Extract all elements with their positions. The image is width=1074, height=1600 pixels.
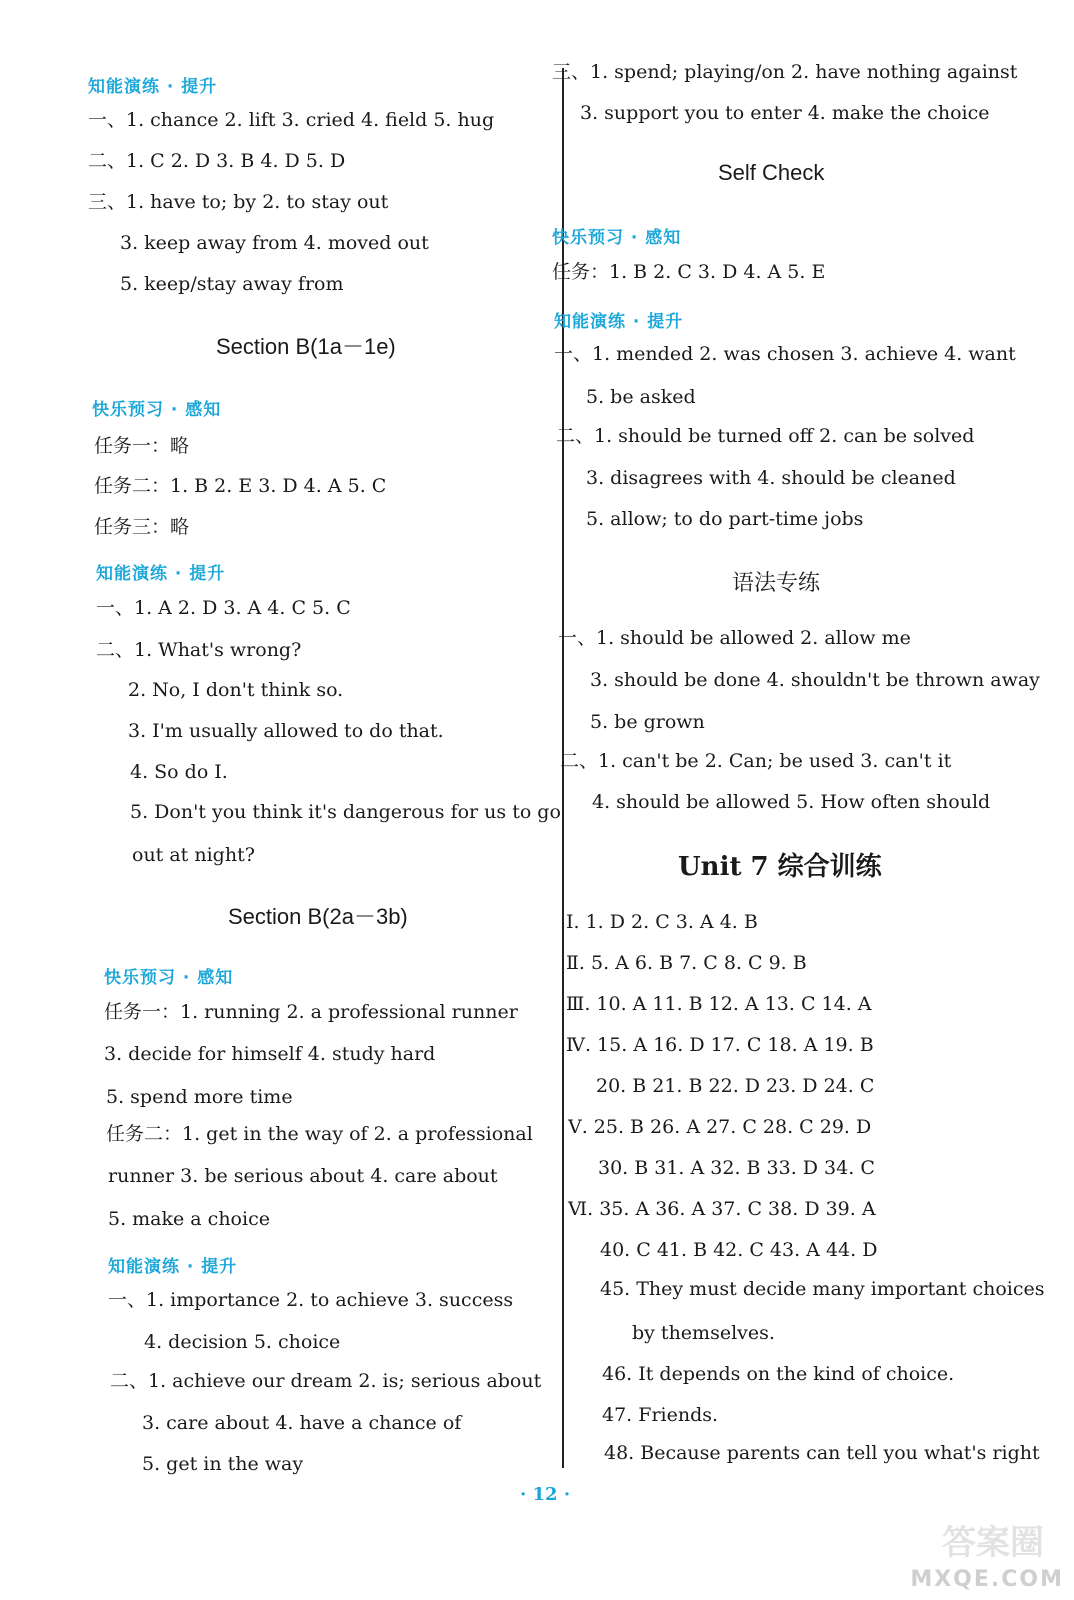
answer-line: 40. C 41. B 42. C 43. A 44. D (600, 1239, 878, 1261)
answer-line: 3. disagrees with 4. should be cleaned (586, 467, 956, 489)
section-heading: 语法专练 (732, 571, 821, 596)
answer-line: out at night? (132, 844, 255, 866)
answer-line: 45. They must decide many important choices (600, 1278, 1045, 1300)
answer-line: by themselves. (632, 1322, 775, 1344)
subheading: 知能演练 · 提升 (96, 564, 226, 584)
answer-line: 任务一：1. running 2. a professional runner (104, 1001, 518, 1023)
answer-line: 5. Don't you think it's dangerous for us to go (130, 801, 561, 823)
answer-line: 一、1. mended 2. was chosen 3. achieve 4. want (554, 343, 1016, 365)
answer-line: 4. decision 5. choice (144, 1331, 341, 1353)
answer-line: 任务三：略 (94, 516, 190, 538)
answer-line: 二、1. C 2. D 3. B 4. D 5. D (88, 150, 346, 172)
subheading: 知能演练 · 提升 (554, 312, 684, 332)
answer-line: 48. Because parents can tell you what's right (604, 1442, 1040, 1464)
answer-line: 任务一：略 (94, 435, 190, 457)
section-heading: Self Check (718, 160, 825, 185)
answer-line: 5. make a choice (108, 1208, 270, 1230)
answer-line: 3. I'm usually allowed to do that. (128, 720, 444, 742)
subheading: 知能演练 · 提升 (88, 77, 218, 97)
page-number: · 12 · (520, 1484, 571, 1505)
answer-line: 二、1. achieve our dream 2. is; serious about (110, 1370, 542, 1392)
answer-line: 任务二：1. get in the way of 2. a professional (106, 1123, 533, 1145)
answer-line: 三、1. have to; by 2. to stay out (88, 191, 389, 213)
answer-line: 二、1. What's wrong? (96, 639, 302, 661)
answer-line: 3. decide for himself 4. study hard (104, 1043, 436, 1065)
answer-line: Ⅰ. 1. D 2. C 3. A 4. B (566, 911, 758, 933)
answer-line: Ⅴ. 25. B 26. A 27. C 28. C 29. D (568, 1116, 872, 1138)
answer-line: 二、1. should be turned off 2. can be solved (556, 425, 975, 447)
answer-line: 5. be asked (586, 386, 696, 408)
unit-title: Unit 7 综合训练 (678, 852, 882, 882)
watermark: MXQE.COM (910, 1567, 1064, 1592)
answer-line: 4. should be allowed 5. How often should (592, 791, 991, 813)
subheading: 快乐预习 · 感知 (92, 400, 222, 420)
answer-line: 5. be grown (590, 711, 705, 733)
answer-line: 任务：1. B 2. C 3. D 4. A 5. E (552, 261, 826, 283)
answer-line: Ⅲ. 10. A 11. B 12. A 13. C 14. A (566, 993, 872, 1015)
answer-line: 5. keep/stay away from (120, 273, 344, 295)
answer-line: 一、1. A 2. D 3. A 4. C 5. C (96, 597, 351, 619)
answer-line: 2. No, I don't think so. (128, 679, 344, 701)
answer-line: 5. allow; to do part-time jobs (586, 508, 864, 530)
answer-line: 3. care about 4. have a chance of (142, 1412, 462, 1434)
answer-line: 二、1. can't be 2. Can; be used 3. can't it (560, 750, 952, 772)
answer-line: 三、1. spend; playing/on 2. have nothing against (552, 61, 1018, 83)
answer-line: Ⅱ. 5. A 6. B 7. C 8. C 9. B (566, 952, 807, 974)
answer-line: 20. B 21. B 22. D 23. D 24. C (596, 1075, 875, 1097)
answer-line: Ⅵ. 35. A 36. A 37. C 38. D 39. A (568, 1198, 876, 1220)
answer-line: 3. support you to enter 4. make the choice (580, 102, 990, 124)
answer-line: 5. spend more time (106, 1086, 293, 1108)
answer-line: 任务二：1. B 2. E 3. D 4. A 5. C (94, 475, 387, 497)
answer-line: Ⅳ. 15. A 16. D 17. C 18. A 19. B (566, 1034, 874, 1056)
answer-line: 5. get in the way (142, 1453, 304, 1475)
answer-line: 一、1. should be allowed 2. allow me (558, 627, 911, 649)
section-heading: Section B(2a－3b) (228, 904, 408, 929)
answer-line: 46. It depends on the kind of choice. (602, 1363, 955, 1385)
answer-line: 3. should be done 4. shouldn't be thrown away (590, 669, 1040, 691)
answer-line: 4. So do I. (130, 761, 228, 783)
section-heading: Section B(1a－1e) (216, 334, 396, 359)
answer-line: 一、1. chance 2. lift 3. cried 4. field 5. hug (88, 109, 495, 131)
answer-line: runner 3. be serious about 4. care about (108, 1165, 498, 1187)
subheading: 快乐预习 · 感知 (104, 968, 234, 988)
answer-line: 3. keep away from 4. moved out (120, 232, 429, 254)
subheading: 知能演练 · 提升 (108, 1257, 238, 1277)
answer-line: 30. B 31. A 32. B 33. D 34. C (598, 1157, 875, 1179)
subheading: 快乐预习 · 感知 (552, 228, 682, 248)
watermark-logo: 答案圈 (942, 1523, 1044, 1563)
answer-line: 一、1. importance 2. to achieve 3. success (108, 1289, 514, 1311)
answer-line: 47. Friends. (602, 1404, 719, 1426)
